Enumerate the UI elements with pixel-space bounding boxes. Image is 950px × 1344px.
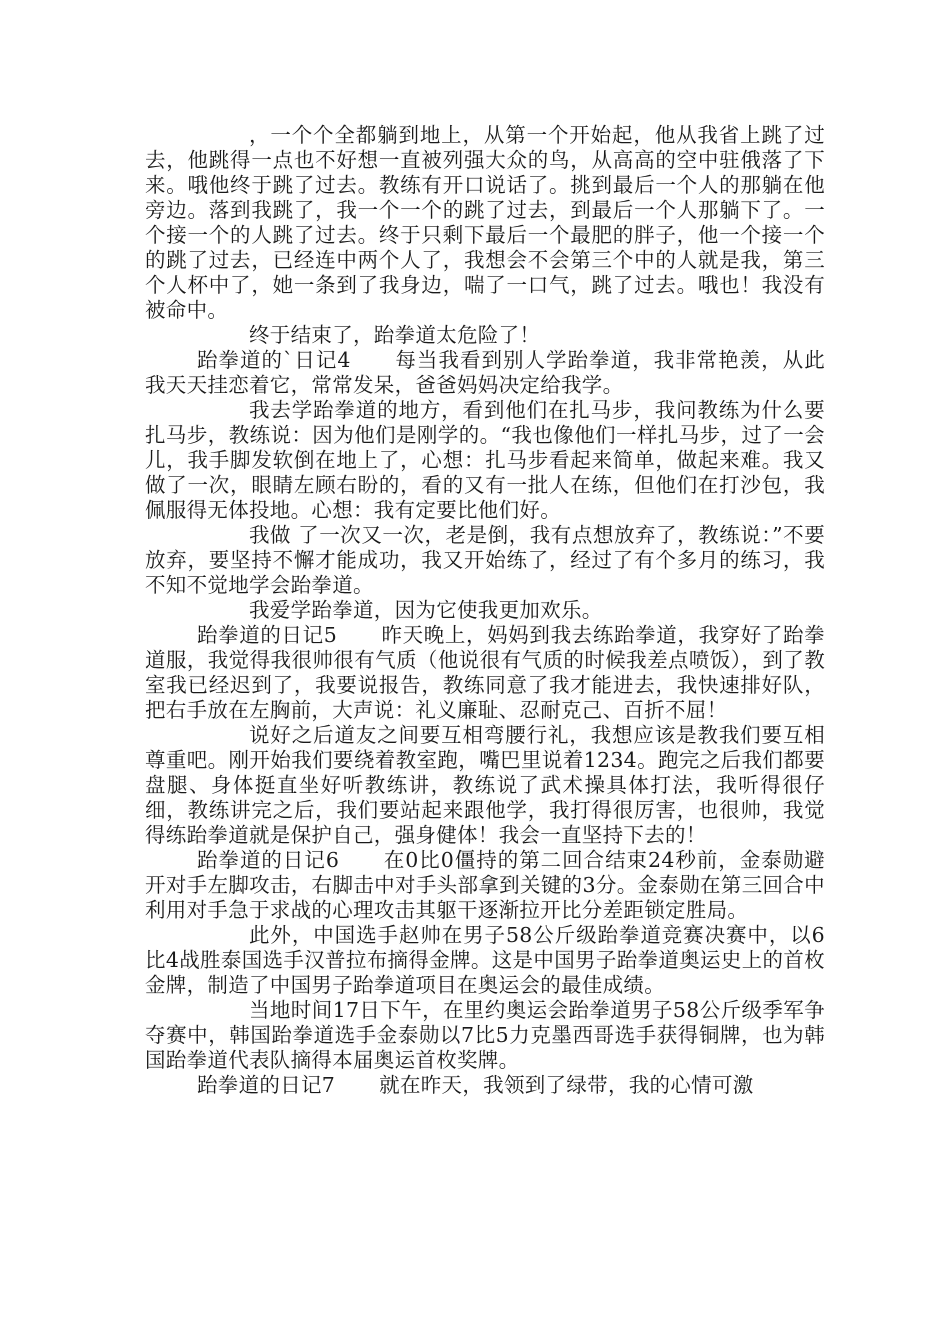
diary-entry-7 (145, 1073, 825, 1098)
paragraph-persistence: 我做 了一次又一次，老是倒，我有点想放弃了，教练说：”不要放弃，要坚持不懈才能成功，我又开始练了，经过了有个多月的练习，我不知不觉地学会跆拳道。 (145, 523, 825, 597)
paragraph-love-taekwondo: 我爱学跆拳道，因为它使我更加欢乐。 (249, 598, 603, 622)
diary-text-7: 就在昨天，我领到了绿带，我的心情可激 (379, 1073, 754, 1097)
paragraph-zhao-shuai: 此外，中国选手赵帅在男子58公斤级跆拳道竞赛决赛中，以6比4战胜泰国选手汉普拉布摘得金牌。这是中国男子跆拳道奥运史上的首枚金牌，制造了中国男子跆拳道项目在奥运会的最佳成绩。 (145, 923, 825, 997)
diary-title-5: 跆拳道的日记5 (197, 623, 338, 647)
diary-entry-4 (145, 348, 825, 398)
paragraph-bowing: 说好之后道友之间要互相弯腰行礼，我想应该是教我们要互相尊重吧。刚开始我们要绕着教室跑，嘴巴里说着1234。跑完之后我们都要盘腿、身体挺直坐好听教练讲，教练说了武术操具体打法，我听得很仔细，教练讲完之后，我们要站起来跟他学，我打得很厉害，也很帅，我觉得练跆拳道就是保护自己，强身健体！我会一直坚持下去的！ (145, 723, 825, 847)
document-body (145, 123, 825, 1098)
diary-text-4: 每当我看到别人学跆拳道，我非常艳羡，从此我天天挂恋着它，常常发呆，爸爸妈妈决定给我学。 (145, 348, 825, 397)
diary-entry-6 (145, 848, 825, 923)
paragraph-jumping-story: ，一个个全都躺到地上，从第一个开始起，他从我省上跳了过去，他跳得一点也不好想一直被列强大众的鸟，从高高的空中驻俄落了下来。哦他终于跳了过去。教练有开口说话了。挑到最后一个人的那躺在他旁边。落到我跳了，我一个一个的跳了过去，到最后一个人那躺下了。一个接一个的人跳了过去。终于只剩下最后一个最肥的胖子，他一个接一个的跳了过去，已经连中两个人了，我想会不会第三个中的人就是我，第三个人杯中了，她一条到了我身边，喘了一口气，跳了过去。哦也！我没有被命中。 (145, 123, 825, 322)
paragraph-horse-stance: 我去学跆拳道的地方，看到他们在扎马步，我问教练为什么要扎马步，教练说：因为他们是刚学的。“我也像他们一样扎马步，过了一会儿，我手脚发软倒在地上了，心想：扎马步看起来简单，做起来难。我又做了一次，眼睛左顾右盼的，看的又有一批人在练，但他们在打沙包，我佩服得无体投地。心想：我有定要比他们好。 (145, 398, 825, 522)
paragraph-bronze-medal: 当地时间17日下午，在里约奥运会跆拳道男子58公斤级季军争夺赛中，韩国跆拳道选手金泰勋以7比5力克墨西哥选手获得铜牌，也为韩国跆拳道代表队摘得本届奥运首枚奖牌。 (145, 998, 825, 1072)
diary-title-6: 跆拳道的日记6 (197, 848, 340, 872)
diary-title-7: 跆拳道的日记7 (197, 1073, 336, 1097)
diary-text-6: 在0比0僵持的第二回合结束24秒前，金泰勋避开对手左脚攻击，右脚击中对手头部拿到关键的3分。金泰勋在第三回合中利用对手急于求战的心理攻击其躯干逐渐拉开比分差距锁定胜局。 (145, 848, 825, 922)
paragraph-ending-remark: 终于结束了，跆拳道太危险了！ (249, 323, 541, 347)
diary-entry-5 (145, 623, 825, 723)
diary-title-4: 跆拳道的`日记4 (197, 348, 351, 372)
diary-text-5: 昨天晚上，妈妈到我去练跆拳道，我穿好了跆拳道服，我觉得我很帅很有气质（他说很有气质的时候我差点喷饭），到了教室我已经迟到了，我要说报告，教练同意了我才能进去，我快速排好队，把右手放在左胸前，大声说：礼义廉耻、忍耐克己、百折不屈！ (145, 623, 825, 722)
